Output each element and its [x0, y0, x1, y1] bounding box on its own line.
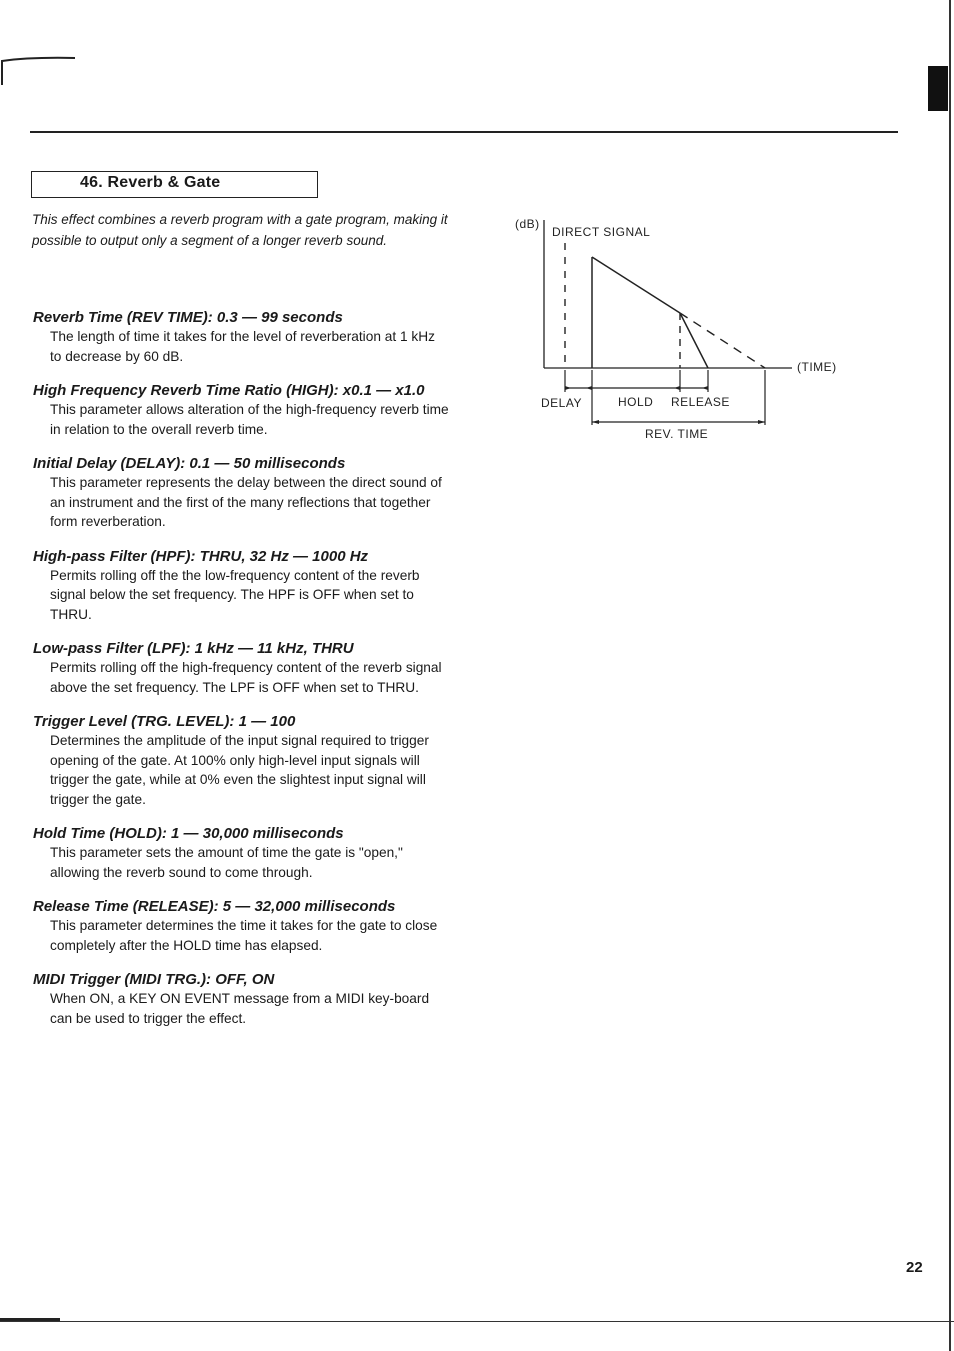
footer-rule: [0, 1321, 954, 1322]
param-trg-level: [33, 712, 463, 809]
param-delay: [33, 454, 463, 532]
parameter-list: [33, 308, 463, 1043]
param-body: This parameter determines the time it takes for the gate to close completely after the HOLD time has elapsed.: [50, 918, 438, 953]
corner-crop-mark: [0, 55, 80, 85]
param-heading: MIDI Trigger (MIDI TRG.): OFF, ON: [33, 971, 275, 988]
param-heading: High Frequency Reverb Time Ratio (HIGH): x0.1 — x1.0: [33, 382, 425, 399]
param-body: The length of time it takes for the level of reverberation at 1 kHz to decrease by 60 dB.: [50, 329, 435, 364]
param-body: This parameter sets the amount of time the gate is "open," allowing the reverb sound to come through.: [50, 845, 403, 880]
diagram-natural-decay: [680, 313, 765, 368]
param-lpf: [33, 639, 463, 697]
param-release: [33, 897, 463, 955]
diagram-hold-label: HOLD: [618, 395, 654, 409]
section-intro: This effect combines a reverb program with a gate program, making it possible to output only a segment of a longer reverb sound.: [32, 212, 448, 248]
param-body: This parameter represents the delay between the direct sound of an instrument and the first of the many reflections that together form reverberation.: [50, 475, 442, 529]
diagram-x-label: (TIME): [797, 360, 837, 374]
reverb-gate-diagram: [505, 210, 850, 450]
footer-mark: [0, 1318, 60, 1321]
param-rev-time: [33, 308, 463, 366]
param-midi-trg: [33, 970, 463, 1028]
arrowhead: [586, 386, 592, 390]
param-heading: Hold Time (HOLD): 1 — 30,000 milliseconds: [33, 825, 344, 842]
diagram-delay-label: DELAY: [541, 396, 582, 410]
arrowhead: [702, 386, 708, 390]
diagram-release-label: RELEASE: [671, 395, 730, 409]
diagram-rev-time-label: REV. TIME: [645, 427, 709, 441]
page-edge: [949, 0, 951, 1351]
arrowhead: [592, 420, 599, 424]
diagram-reverb-decay: [592, 257, 680, 313]
diagram-y-label: (dB): [515, 217, 540, 231]
param-body: When ON, a KEY ON EVENT message from a MIDI key-board can be used to trigger the effect.: [50, 991, 430, 1026]
arrowhead: [565, 386, 571, 390]
param-body: Permits rolling off the the low-frequency content of the reverb signal below the set frequency. The HPF is OFF when set to THRU.: [50, 567, 420, 622]
arrowhead: [758, 420, 765, 424]
param-heading: Initial Delay (DELAY): 0.1 — 50 milliseconds: [33, 455, 346, 472]
param-body: This parameter allows alteration of the high-frequency reverb time in relation to the overall reverb time.: [50, 402, 449, 437]
param-hpf: [33, 547, 463, 625]
param-heading: Trigger Level (TRG. LEVEL): 1 — 100: [33, 713, 296, 730]
section-title-box: [31, 171, 318, 198]
param-heading: Reverb Time (REV TIME): 0.3 — 99 seconds: [33, 309, 343, 326]
param-heading: Low-pass Filter (LPF): 1 kHz — 11 kHz, THRU: [33, 640, 354, 657]
diagram-direct-signal-label: DIRECT SIGNAL: [552, 225, 651, 239]
page-number: 22: [906, 1259, 923, 1276]
param-high: [33, 381, 463, 439]
thumb-index-tab: [928, 66, 948, 111]
param-hold: [33, 824, 463, 882]
header-rule: [30, 131, 898, 133]
param-heading: High-pass Filter (HPF): THRU, 32 Hz — 1000 Hz: [33, 547, 369, 565]
param-heading: Release Time (RELEASE): 5 — 32,000 milliseconds: [33, 898, 396, 915]
param-body: Permits rolling off the high-frequency content of the reverb signal above the set frequency. The LPF is OFF when set to THRU.: [50, 660, 442, 695]
section-title: 46. Reverb & Gate: [80, 174, 221, 191]
param-body: Determines the amplitude of the input signal required to trigger opening of the gate. At 100% only high-level input signals will trigger the gate, while at 0% even the slightest input signal will trigger the gate.: [50, 733, 429, 807]
arrowhead: [674, 386, 680, 390]
